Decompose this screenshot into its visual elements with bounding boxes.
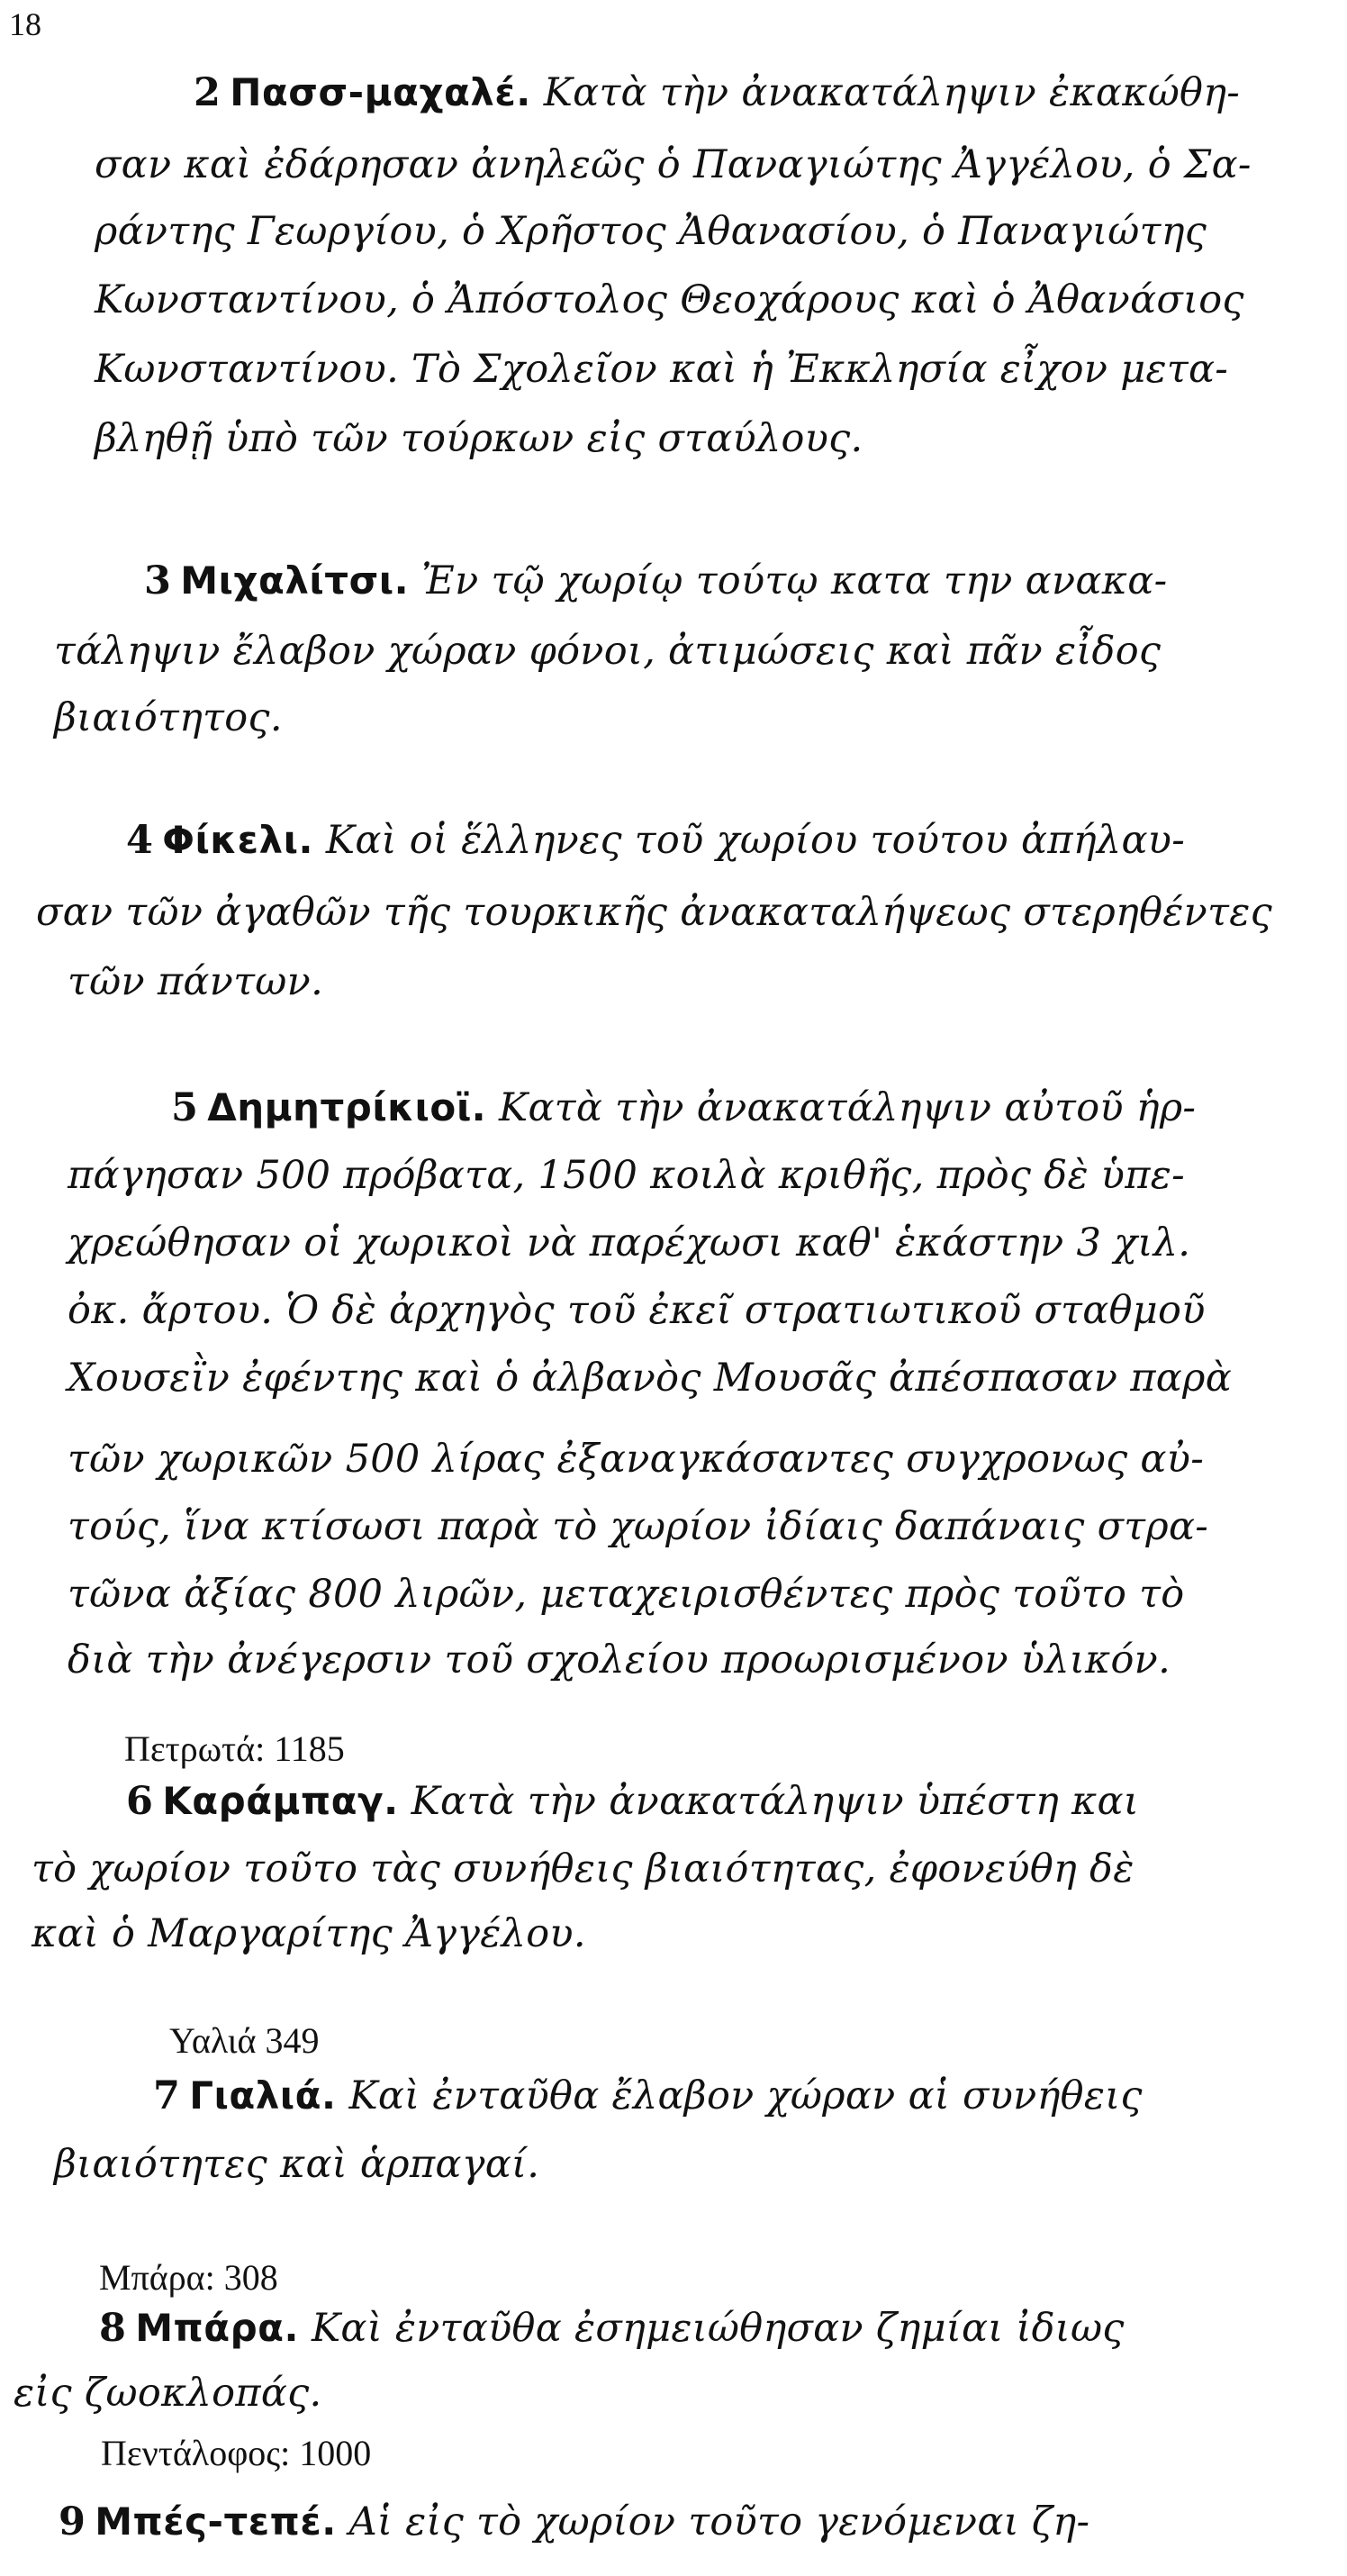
- entry-6-line-1: Κατὰ τὴν ἀνακατάληψιν ὑπέστη και: [411, 1779, 1140, 1824]
- entry-2-line-3: ράντης Γεωργίου, ὁ Χρῆστος Ἀθανασίου, ὁ Παναγιώτης: [95, 209, 1207, 254]
- entry-4-title: Φίκελι.: [162, 818, 313, 862]
- entry-4-number: 4: [126, 818, 154, 863]
- entry-8-number: 8: [99, 2306, 127, 2351]
- entry-7-line-2: βιαιότητες καὶ ἁρπαγαί.: [54, 2142, 540, 2187]
- entry-9-number: 9: [59, 2499, 86, 2544]
- entry-9-note: Πεντάλοφος: 1000: [101, 2433, 372, 2473]
- entry-5-line-8: τῶνα ἀξίας 800 λιρῶν, μεταχειρισθέντες πρὸς τοῦτο τὸ: [68, 1572, 1185, 1617]
- entry-3-number: 3: [144, 558, 172, 603]
- entry-7-line-1: Καὶ ἐνταῦθα ἔλαβον χώραν αἱ συνήθεις: [348, 2073, 1143, 2118]
- entry-8-line-1: Καὶ ἐνταῦθα ἐσημειώθησαν ζημίαι ἰδιως: [311, 2306, 1125, 2351]
- entry-9-heading-line: [59, 2499, 1089, 2546]
- entry-8-heading-line: [99, 2306, 1125, 2353]
- entry-6-line-2: τὸ χωρίον τοῦτο τὰς συνήθεις βιαιότητας, ἐφονεύθη δὲ: [32, 1846, 1135, 1891]
- entry-3-line-2: τάληψιν ἔλαβον χώραν φόνοι, ἀτιμώσεις καὶ πᾶν εἶδος: [54, 629, 1162, 674]
- entry-4-line-2: σαν τῶν ἀγαθῶν τῆς τουρκικῆς ἀνακαταλήψεως στερηθέντες: [36, 890, 1272, 935]
- entry-4-heading-line: [126, 818, 1185, 865]
- entry-5-line-6: τῶν χωρικῶν 500 λίρας ἐξαναγκάσαντες συγχρονως αὐ-: [68, 1437, 1205, 1482]
- entry-9-title: Μπές-τεπέ.: [95, 2499, 337, 2544]
- entry-4-line-1: Καὶ οἱ ἕλληνες τοῦ χωρίου τούτου ἀπήλαυ-: [325, 818, 1186, 863]
- entry-2-heading-line: [194, 70, 1240, 117]
- entry-5-line-2: πάγησαν 500 πρόβατα, 1500 κοιλὰ κριθῆς, πρὸς δὲ ὑπε-: [68, 1153, 1186, 1198]
- entry-7-heading-line: [153, 2073, 1143, 2120]
- entry-3-title: Μιχαλίτσι.: [180, 558, 410, 603]
- entry-3-line-3: βιαιότητος.: [54, 695, 283, 740]
- entry-5-line-9: διὰ τὴν ἀνέγερσιν τοῦ σχολείου προωρισμένον ὑλικόν.: [68, 1637, 1171, 1683]
- entry-7-title: Γιαλιά.: [189, 2073, 337, 2118]
- entry-5-number: 5: [171, 1085, 199, 1130]
- entry-5-line-1: Κατὰ τὴν ἀνακατάληψιν αὐτοῦ ἡρ-: [499, 1085, 1197, 1130]
- entry-3-line-1: Ἐν τῷ χωρίῳ τούτῳ κατα την ανακα-: [421, 558, 1168, 603]
- entry-2-title: Πασσ-μαχαλέ.: [230, 70, 531, 114]
- entry-8-title: Μπάρα.: [135, 2306, 299, 2350]
- entry-5-title: Δημητρίκιοϊ.: [207, 1085, 487, 1129]
- page-number: 18: [9, 6, 41, 42]
- entry-6-title: Καράμπαγ.: [162, 1779, 399, 1823]
- entry-2-line-6: βληθῇ ὑπὸ τῶν τούρκων εἰς σταύλους.: [95, 416, 863, 461]
- entry-6-heading-line: [126, 1779, 1139, 1826]
- entry-5-line-7: τούς, ἵνα κτίσωσι παρὰ τὸ χωρίον ἰδίαις δαπάναις στρα-: [68, 1504, 1209, 1549]
- entry-2-number: 2: [194, 70, 221, 115]
- entry-5-line-3: χρεώθησαν οἱ χωρικοὶ νὰ παρέχωσι καθ' ἑκάστην 3 χιλ.: [68, 1220, 1191, 1265]
- entry-2-line-1: Κατὰ τὴν ἀνακατάληψιν ἐκακώθη-: [543, 70, 1241, 115]
- entry-9-line-1: Αἱ εἰς τὸ χωρίον τοῦτο γενόμεναι ζη-: [348, 2499, 1090, 2544]
- entry-7-number: 7: [153, 2073, 181, 2118]
- entry-7-note: Υαλιά 349: [169, 2020, 320, 2061]
- entry-8-line-2: εἰς ζωοκλοπάς.: [14, 2371, 322, 2416]
- entry-2-line-4: Κωνσταντίνου, ὁ Ἀπόστολος Θεοχάρους καὶ ὁ Ἀθανάσιος: [95, 277, 1244, 322]
- entry-6-note: Πετρωτά: 1185: [124, 1728, 345, 1769]
- entry-6-line-3: καὶ ὁ Μαργαρίτης Ἀγγέλου.: [32, 1911, 586, 1956]
- entry-2-line-2: σαν καὶ ἐδάρησαν ἀνηλεῶς ὁ Παναγιώτης Ἀγγέλου, ὁ Σα-: [95, 142, 1252, 187]
- entry-5-line-5: Χουσεῒν ἐφέντης καὶ ὁ ἀλβανὸς Μουσᾶς ἀπέσπασαν παρὰ: [68, 1356, 1233, 1401]
- entry-3-heading-line: [144, 558, 1167, 605]
- entry-6-number: 6: [126, 1779, 154, 1824]
- entry-2-line-5: Κωνσταντίνου. Τὸ Σχολεῖον καὶ ἡ Ἐκκλησία εἶχον μετα-: [95, 347, 1229, 392]
- entry-8-note: Μπάρα: 308: [99, 2257, 278, 2298]
- entry-5-heading-line: [171, 1085, 1196, 1132]
- entry-5-line-4: ὀκ. ἄρτου. Ὁ δὲ ἀρχηγὸς τοῦ ἐκεῖ στρατιωτικοῦ σταθμοῦ: [68, 1288, 1206, 1333]
- entry-4-line-3: τῶν πάντων.: [68, 959, 324, 1004]
